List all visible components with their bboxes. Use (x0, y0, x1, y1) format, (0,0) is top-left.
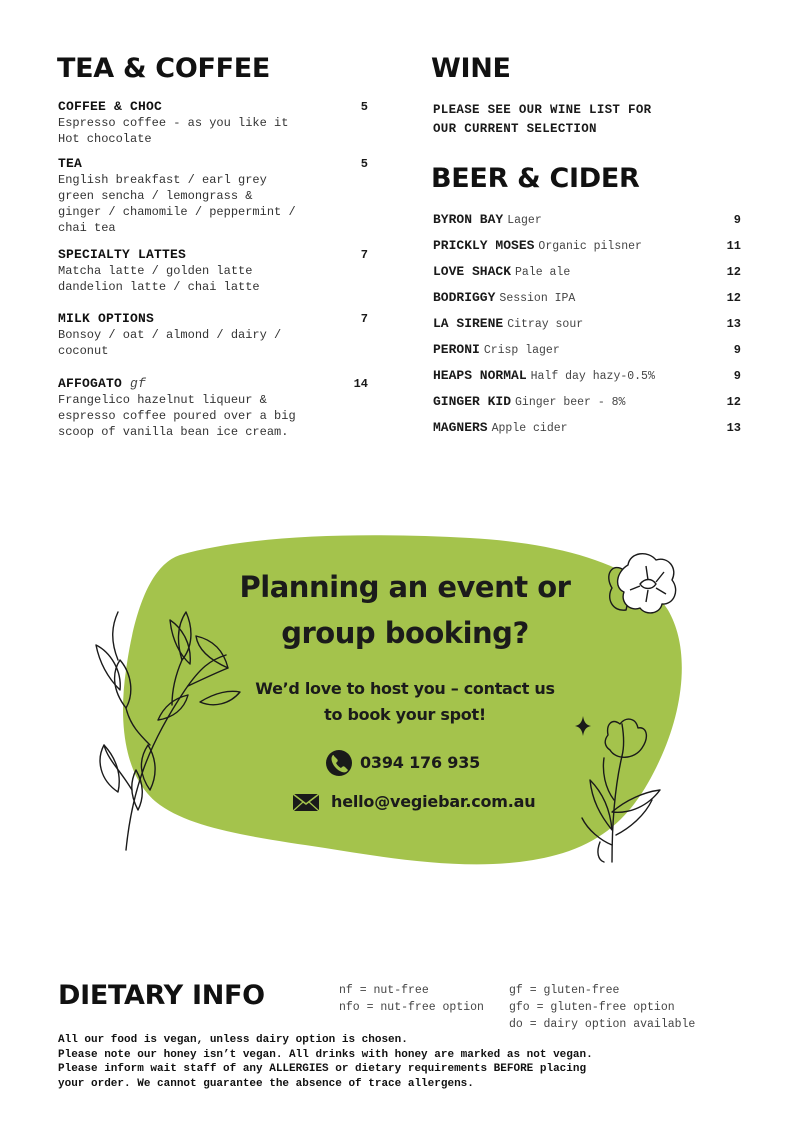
legend-entry: do = dairy option available (509, 1018, 696, 1031)
dietary-heading: DIETARY INFO (58, 980, 265, 1011)
phone-icon (326, 750, 352, 776)
legend-entry: gf = gluten-free (509, 984, 620, 997)
item-description: Crisp lager (483, 344, 560, 357)
item-name: LOVE SHACK (433, 264, 512, 279)
item-name: PRICKLY MOSES (433, 238, 535, 253)
item-name: PERONI (433, 342, 480, 357)
item-price: 7 (360, 312, 368, 326)
item-name: GINGER KID (433, 394, 512, 409)
item-name: COFFEE & CHOC (58, 99, 163, 114)
item-price: 7 (360, 248, 368, 262)
item-description: Apple cider (491, 422, 568, 435)
item-price: 13 (726, 317, 741, 331)
item-name: MAGNERS (433, 420, 488, 435)
item-description: Ginger beer - 8% (515, 396, 626, 409)
item-price: 12 (726, 265, 741, 279)
item-name: MILK OPTIONS (58, 311, 155, 326)
item-description: Matcha latte / golden latte dandelion latte / chai latte (58, 264, 260, 294)
legend-entry: nfo = nut-free option (339, 1001, 484, 1014)
item-description: Session IPA (499, 292, 576, 305)
wine-heading: WINE (431, 53, 511, 84)
item-description: Pale ale (515, 266, 571, 279)
item-price: 5 (360, 100, 368, 114)
item-description: Lager (507, 214, 542, 227)
item-description: Frangelico hazelnut liqueur & espresso coffee poured over a big scoop of vanilla bean ice cream. (58, 393, 296, 439)
item-name: LA SIRENE (433, 316, 504, 331)
promo-title: Planning an event or group booking? (239, 570, 571, 650)
envelope-icon (293, 794, 319, 811)
item-name: AFFOGATO gf (58, 376, 147, 391)
item-price: 13 (726, 421, 741, 435)
phone-number[interactable]: 0394 176 935 (360, 753, 481, 772)
item-description: Bonsoy / oat / almond / dairy / coconut (58, 328, 282, 358)
dietary-tag: gf (130, 376, 147, 391)
item-price: 9 (733, 369, 741, 383)
item-description: Citray sour (507, 318, 584, 331)
item-name: TEA (58, 156, 83, 171)
item-description: Espresso coffee - as you like it Hot chocolate (58, 116, 289, 146)
legend-entry: gfo = gluten-free option (509, 1001, 675, 1014)
wine-note: PLEASE SEE OUR WINE LIST FOR OUR CURRENT SELECTION (433, 103, 652, 136)
item-name: SPECIALTY LATTES (58, 247, 187, 262)
dietary-legend-right (509, 982, 695, 1033)
item-price: 12 (726, 395, 741, 409)
flower-top-right (609, 554, 676, 613)
dietary-notice: All our food is vegan, unless dairy option is chosen. Please note our honey isn’t vegan. All drinks with honey are marked as not vegan. Please inform wait staff of any ALLERGIES or dietary requirements BEFORE placing your order. We cannot guarantee the absence of trace allergens. (58, 1034, 593, 1090)
item-description: English breakfast / earl grey green sencha / lemongrass & ginger / chamomile / peppermint / chai tea (58, 173, 296, 235)
item-description: Organic pilsner (538, 240, 642, 253)
item-price: 14 (353, 377, 368, 391)
item-price: 12 (726, 291, 741, 305)
item-price: 9 (733, 343, 741, 357)
item-description: Half day hazy-0.5% (530, 370, 655, 383)
item-price: 11 (726, 239, 741, 253)
tea-coffee-heading: TEA & COFFEE (57, 53, 271, 84)
email-link[interactable]: hello@vegiebar.com.au (331, 792, 536, 811)
item-price: 9 (733, 213, 741, 227)
item-name: BYRON BAY (433, 212, 504, 227)
dietary-legend-left (339, 982, 484, 1016)
item-name: HEAPS NORMAL (433, 368, 527, 383)
item-price: 5 (360, 157, 368, 171)
promo-subtitle: We’d love to host you – contact us to book your spot! (255, 679, 555, 724)
beer-cider-heading: BEER & CIDER (431, 163, 640, 194)
item-name: BODRIGGY (433, 290, 496, 305)
legend-entry: nf = nut-free (339, 984, 429, 997)
